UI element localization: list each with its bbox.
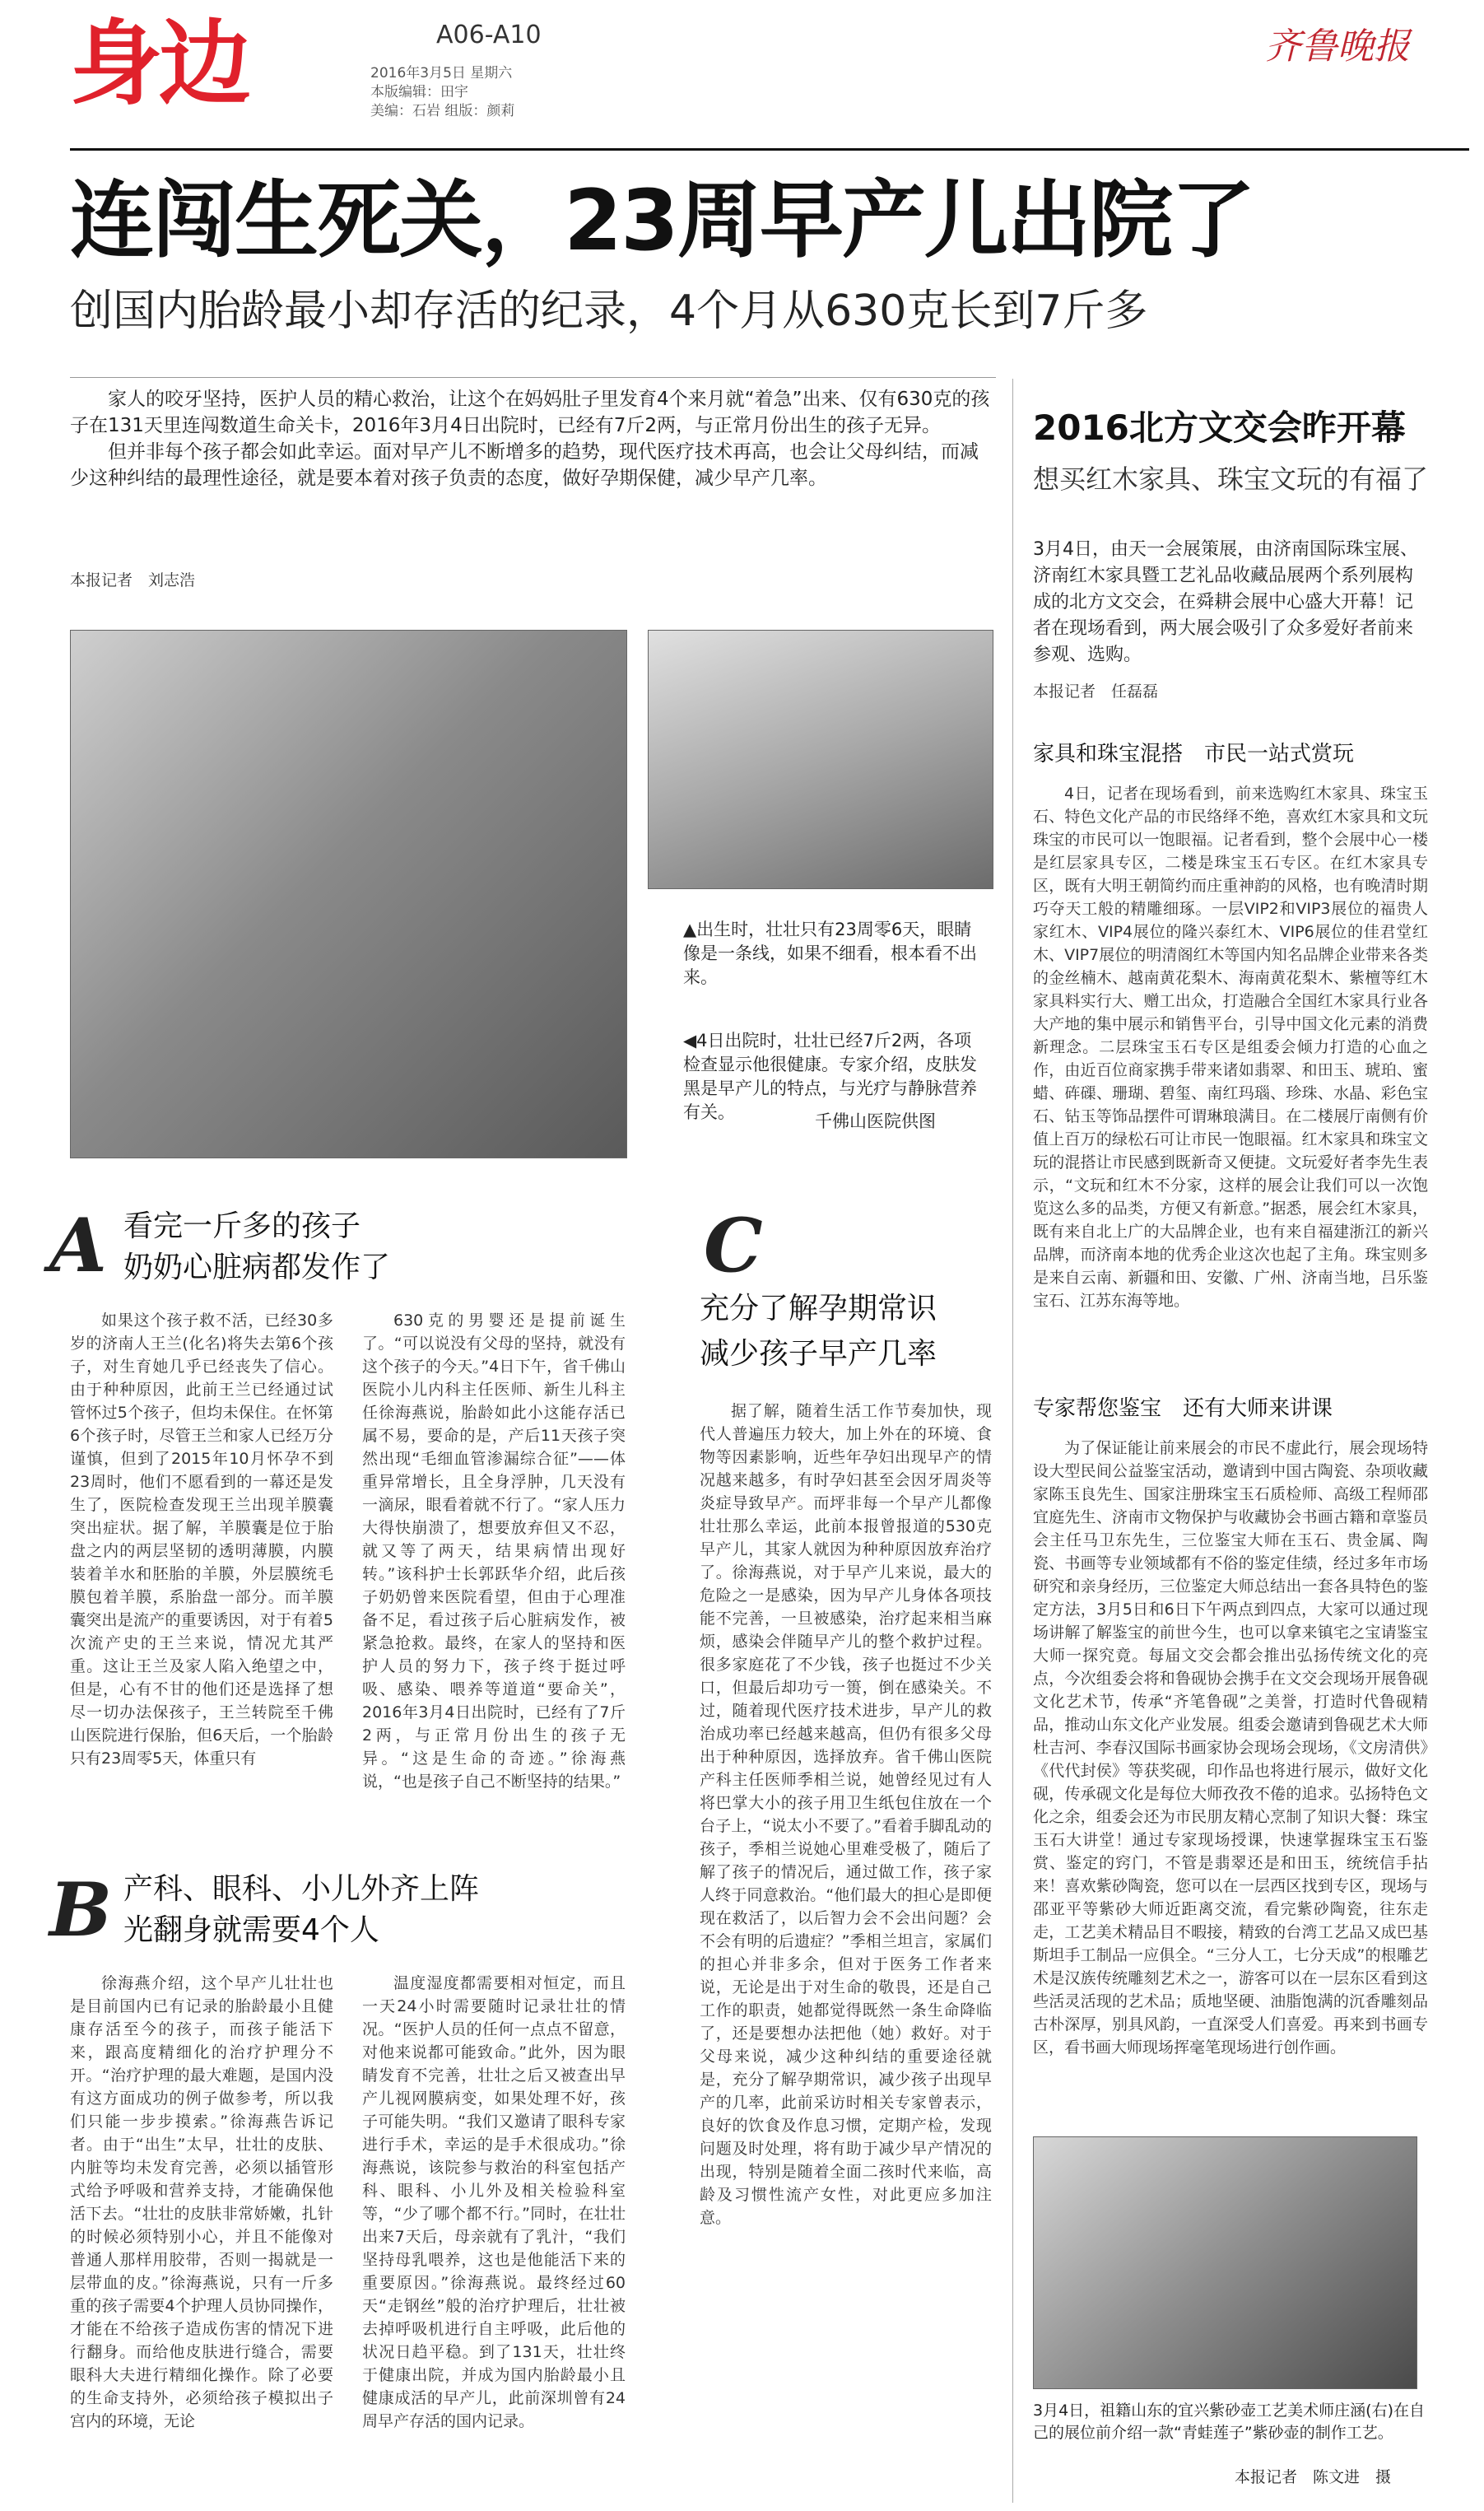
section-b-column-2 xyxy=(362,1972,626,2482)
masthead-rule xyxy=(70,148,1469,151)
column-divider xyxy=(1012,379,1013,2503)
page-editor: 本版编辑：田宇 xyxy=(370,84,468,100)
section-b-text-2: 温度湿度都需要相对恒定，而且一天24小时需要随时记录壮壮的情况。“医护人员的任何一点点不留意，对他来说都可能致命。”此外，因为眼睛发育不完善，壮壮之后又被查出早产儿视网膜病变，如果处理不好，孩子可能失明。“我们又邀请了眼科专家进行手术，幸运的是手术很成功。”徐海燕说，该院参与救治的科室包括产科、眼科、小儿外及相关检验科室等，“少了哪个都不行。”同时，在壮壮出来7天后，母亲就有了乳汁，“我们坚持母乳喂养，这也是他能活下来的重要原因。”徐海燕说。最终经过60天“走钢丝”般的治疗护理后，壮壮被去掉呼吸机进行自主呼吸，此后他的状况日趋平稳。到了131天，壮壮终于健康出院，并成为国内胎龄最小且健康成活的早产儿，此前深圳曾有24周早产存活的国内记录。 xyxy=(362,1974,626,2430)
sidebar-byline: 本报记者 任磊磊 xyxy=(1033,682,1159,701)
photo-caption-top: ▲出生时，壮壮只有23周零6天，眼睛像是一条线，如果不细看，根本看不出来。 xyxy=(683,920,977,987)
section-a-text-2: 630克的男婴还是提前诞生了。“可以说没有父母的坚持，就没有这个孩子的今天。”4日下午，省千佛山医院小儿内科主任医师、新生儿科主任徐海燕说，胎龄如此小这能存活已属不易，要命的是，产后11天孩子突然出现“毛细血管渗漏综合征”——体重异常增长，且全身浮肿，几天没有一滴尿，眼看着就不行了。“家人压力大得快崩溃了，想要放弃但又不忍，就又等了两天，结果病情出现好转。”该科护士长郭跃华介绍，此后孩子奶奶曾来医院看望，但由于心理准备不足，看过孩子后心脏病发作，被紧急抢救。最终，在家人的坚持和医护人员的努力下，孩子终于挺过呼吸、感染、喂养等道道“要命关”，2016年3月4日出院时，已经有了7斤2两，与正常月份出生的孩子无异。“这是生命的奇迹。”徐海燕说，“也是孩子自己不断坚持的结果。” xyxy=(362,1311,626,1791)
section-a-text-1: 如果这个孩子救不活，已经30多岁的济南人王兰(化名)将失去第6个孩子，对生育她几乎已经丧失了信心。由于种种原因，此前王兰已经通过试管怀过5个孩子，但均未保住。在怀第6个孩子时，尽管王兰和家人已经万分谨慎，但到了2015年10月怀孕不到23周时，他们不愿看到的一幕还是发生了，医院检查发现王兰出现羊膜囊突出症状。据了解，羊膜囊是位于胎盘之内的两层坚韧的透明薄膜，内膜装着羊水和胚胎的羊膜，外层膜统毛膜包着羊膜，系胎盘一部分。而羊膜囊突出是流产的重要诱因，对于有着5次流产史的王兰来说，情况尤其严重。这让王兰及家人陷入绝望之中，但是，心有不甘的他们还是选择了想尽一切办法保孩子，王兰转院至千佛山医院进行保胎，但6天后，一个胎龄只有23周零5天，体重只有 xyxy=(70,1311,333,1768)
lead-paragraph-2: 但并非每个孩子都会如此幸运。面对早产儿不断增多的趋势，现代医疗技术再高，也会让父母纠结，而减少这种纠结的最理性途径，就是要本着对孩子负责的态度，做好孕期保健，减少早产几率。 xyxy=(70,441,979,489)
section-a-title-line1: 看完一斤多的孩子 xyxy=(123,1209,361,1243)
sidebar-column-2 xyxy=(1033,1437,1428,2128)
section-a-column-2 xyxy=(362,1309,626,1828)
newborn-incubator-photo xyxy=(648,630,993,889)
section-b-column-1 xyxy=(70,1972,333,2482)
section-b-title-line2: 光翻身就需要4个人 xyxy=(123,1913,379,1947)
lead-paragraph xyxy=(70,377,996,538)
main-subhead: 创国内胎龄最小却存活的纪录，4个月从630克长到7斤多 xyxy=(70,287,1148,336)
page-design: 美编：石岩 组版：颜莉 xyxy=(370,103,515,119)
sidebar-headline: 2016北方文交会昨开幕 xyxy=(1033,408,1406,448)
section-a-letter: A xyxy=(49,1202,107,1289)
sidebar-text-1: 4日，记者在现场看到，前来选购红木家具、珠宝玉石、特色文化产品的市民络绎不绝，喜欢红木家具和文玩珠宝的市民可以一饱眼福。记者看到，整个会展中心一楼是红层家具专区，二楼是珠宝玉石专区。在红木家具专区，既有大明王朝简约而庄重神韵的风格，也有晚清时期巧夺天工般的精雕细琢。一层VIP2和VIP3展位的福贵人家红木、VIP4展位的隆兴泰红木、VIP6展位的佳君堂红木、VIP7展位的明清阁红木等国内知名品牌企业带来各类的金丝楠木、越南黄花梨木、海南黄花梨木、紫檀等红木家具料实行大、赠工出众，打造融合全国红木家具行业各大产地的集中展示和销售平台，引导中国文化元素的消费新理念。二层珠宝玉石专区是组委会倾力打造的心血之作，由近百位商家携手带来诸如翡翠、和田玉、琥珀、蜜蜡、砗磲、珊瑚、碧玺、南红玛瑙、珍珠、水晶、彩色宝石、钻玉等饰品摆件可谓琳琅满目。在二楼展厅南侧有价值上百万的绿松石可让市民一饱眼福。红木家具和珠宝文玩的混搭让市民感到既新奇又便捷。文玩爱好者李先生表示，“文玩和红木不分家，这样的展会让我们可以一次饱览这么多的品类，方便又有新意。”据悉，展会红木家具，既有来自北上广的大品牌企业，也有来自福建浙江的新兴品牌，而济南本地的优秀企业这次也起了主角。珠宝则多是来自云南、新疆和田、安徽、广州、济南当地，吕乐鉴宝石、江苏东海等地。 xyxy=(1033,785,1428,1310)
section-c-text: 据了解，随着生活工作节奏加快，现代人普遍压力较大，加上外在的环境、食物等因素影响，近些年孕妇出现早产的情况越来越多，有时孕妇甚至会因牙周炎等炎症导致早产。而坪非每一个早产儿都像壮壮那么幸运，此前本报曾报道的530克早产儿，其家人就因为种种原因放弃治疗了。徐海燕说，对于早产儿来说，最大的危险之一是感染，因为早产儿身体各项技能不完善，一旦被感染，治疗起来相当麻烦，感染会伴随早产儿的整个救护过程。很多家庭花了不少钱，孩子也挺过不少关口，但最后却功亏一篑，倒在感染关。不过，随着现代医疗技术进步，早产儿的救治成功率已经越来越高，但仍有很多父母出于种种原因，选择放弃。省千佛山医院产科主任医师季相兰说，她曾经见过有人将巴掌大小的孩子用卫生纸包住放在一个台子上，“说太小不要了。”看着手脚乱动的孩子，季相兰说她心里难受极了，随后了解了孩子的情况后，通过做工作，孩子家人终于同意救治。“他们最大的担心是即便现在救活了，以后智力会不会出问题？会不会有明的后遗症？”季相兰坦言，家属们的担心并非多余，但对于医务工作者来说，无论是出于对生命的敬畏，还是自己工作的职责，她都觉得既然一条生命降临了，还是要想办法把他（她）救好。对于父母来说，减少这种纠结的重要途径就是，充分了解孕期常识，减少孩子出现早产的几率，此前采访时相关专家曾表示，良好的饮食及作息习惯，定期产检，发现问题及时处理，将有助于减少早产情况的出现，特别是随着全面二孩时代来临，高龄及习惯性流产女性，对此更应多加注意。 xyxy=(700,1402,992,2227)
section-b-text-1: 徐海燕介绍，这个早产儿壮壮也是目前国内已有记录的胎龄最小且健康存活至今的孩子，而孩子能活下来，跟高度精细化的治疗护理分不开。“治疗护理的最大难题，是国内没有这方面成功的例子做参考，所以我们只能一步步摸索。”徐海燕告诉记者。由于“出生”太早，壮壮的皮肤、内脏等均未发育完善，必须以插管形式给予呼吸和营养支持，才能确保他活下去。“壮壮的皮肤非常娇嫩，扎针的时候必须特别小心，并且不能像对普通人那样用胶带，否则一揭就是一层带血的皮。”徐海燕说，只有一斤多重的孩子需要4个护理人员协同操作，才能在不给孩子造成伤害的情况下进行翻身。而给他皮肤进行缝合，需要眼科大夫进行精细化操作。除了必要的生命支持外，必须给孩子模拟出子宫内的环境，无论 xyxy=(70,1974,333,2430)
page-range: A06-A10 xyxy=(436,21,542,49)
section-b-letter: B xyxy=(49,1866,113,1954)
sidebar-subheading-2: 专家帮您鉴宝 还有大师来讲课 xyxy=(1033,1396,1333,1421)
section-a-column-1 xyxy=(70,1309,333,1828)
photo-caption-bottom: ◀4日出院时，壮壮已经7斤2两，各项检查显示他很健康。专家介绍，皮肤发黑是早产儿的特点，与光疗与静脉营养有关。 xyxy=(683,1031,977,1122)
sidebar-column-1 xyxy=(1033,782,1428,1375)
section-c-title-line2: 减少孩子早产几率 xyxy=(700,1337,937,1371)
nurses-holding-baby-photo xyxy=(70,630,627,1158)
section-c-letter: C xyxy=(704,1202,763,1289)
section-title: 身边 xyxy=(70,11,248,118)
main-byline: 本报记者 刘志浩 xyxy=(70,571,196,589)
section-c-column xyxy=(700,1400,992,2482)
teapot-artisan-photo xyxy=(1033,2136,1417,2389)
main-headline: 连闯生死关，23周早产儿出院了 xyxy=(70,172,1254,270)
section-b-title-line1: 产科、眼科、小儿外齐上阵 xyxy=(123,1872,480,1906)
section-c-title-line1: 充分了解孕期常识 xyxy=(700,1292,937,1325)
section-a-title-line2: 奶奶心脏病都发作了 xyxy=(123,1251,391,1284)
lead-paragraph-1: 家人的咬牙坚持，医护人员的精心救治，让这个在妈妈肚子里发育4个来月就“着急”出来、仅有630克的孩子在131天里连闯数道生命关卡，2016年3月4日出院时，已经有7斤2两，与正常月份出生的孩子无异。 xyxy=(70,389,990,436)
issue-date: 2016年3月5日 星期六 xyxy=(370,65,513,82)
sidebar-lead: 3月4日，由天一会展策展，由济南国际珠宝展、济南红木家具暨工艺礼品收藏品展两个系列展构成的北方文交会，在舜耕会展中心盛大开幕！记者在现场看到，两大展会吸引了众多爱好者前来参观、选购。 xyxy=(1033,539,1418,665)
sidebar-subheading-1: 家具和珠宝混搭 市民一站式赏玩 xyxy=(1033,742,1355,766)
newspaper-logo: 齐鲁晚报 xyxy=(1265,26,1410,68)
sidebar-subhead: 想买红木家具、珠宝文玩的有福了 xyxy=(1033,464,1429,495)
photo-credit: 千佛山医院供图 xyxy=(815,1111,936,1131)
sidebar-photo-credit: 本报记者 陈文进 摄 xyxy=(1235,2468,1392,2486)
sidebar-photo-caption: 3月4日，祖籍山东的宜兴紫砂壶工艺美术师庄涵(右)在自己的展位前介绍一款“青蛙莲子”紫砂壶的制作工艺。 xyxy=(1033,2402,1426,2442)
sidebar-text-2: 为了保证能让前来展会的市民不虚此行，展会现场特设大型民间公益鉴宝活动，邀请到中国古陶瓷、杂项收藏家陈玉良先生、国家注册珠宝玉石质检师、高级工程师邵宜庭先生、济南市文物保护与收藏协会书画古籍和章鉴员会主任马卫东先生，三位鉴宝大师在玉石、贵金属、陶瓷、书画等专业领域都有不俗的鉴定佳绩，经过多年市场研究和亲身经历，三位鉴定大师总结出一套各具特色的鉴定方法，3月5日和6日下午两点到四点，大家可以通过现场讲解了解鉴宝的前世今生，也可以拿来镇宅之宝请鉴宝大师一探究竟。每届文交会都会推出弘扬传统文化的亮点，今次组委会将和鲁砚协会携手在文交会现场开展鲁砚文化艺术节，传承“齐笔鲁砚”之美誉，打造时代鲁砚精品，推动山东文化产业发展。组委会邀请到鲁砚艺术大师杜吉河、李春汉国际书画家协会现场会现场，《文房清供》《代代封侯》等获奖砚，印作品也将进行展示，做好文化砚，传承砚文化是每位大师孜孜不倦的追求。弘扬特色文化之余，组委会还为市民朋友精心烹制了知识大餐：珠宝玉石大讲堂！通过专家现场授课，快速掌握珠宝玉石鉴赏、鉴定的窍门，不管是翡翠还是和田玉，统统信手拈来！喜欢紫砂陶瓷，您可以在一层西区找到专区，现场与邵亚平等紫砂大师近距离交流，看完紫砂陶瓷，往东走走，工艺美术精品目不暇接，精致的台湾工艺品又成巴基斯坦手工制品一应俱全。“三分人工，七分天成”的根雕艺术是汉族传统雕刻艺术之一，游客可以在一层东区看到这些活灵活现的艺术品；质地坚硬、油脂饱满的沉香雕刻品古朴深厚，别具风韵，一直深受人们喜爱。再来到书画专区，看书画大师现场挥毫笔现场进行创作画。 xyxy=(1033,1439,1428,2057)
